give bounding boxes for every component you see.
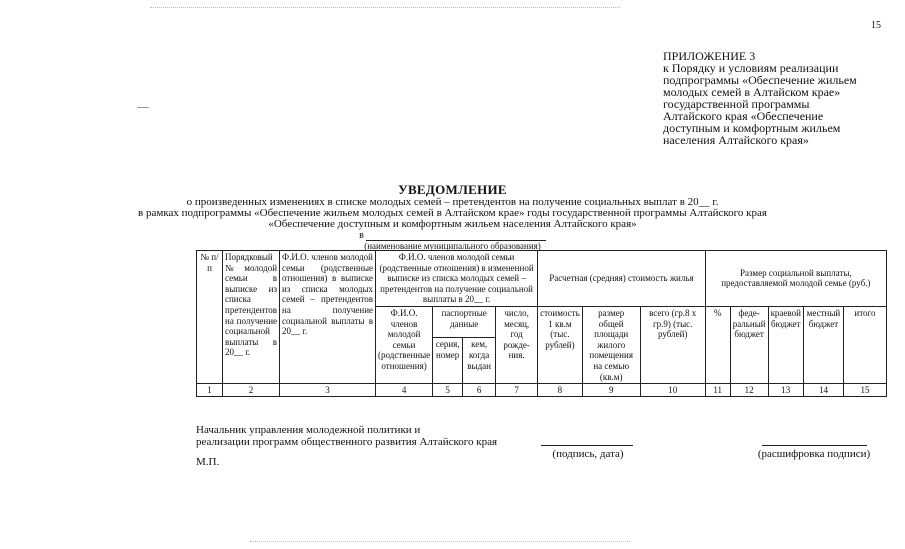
signature-label: (подпись, дата) (552, 448, 624, 460)
column-number: 7 (496, 384, 538, 397)
appendix-line: государственной программы (663, 97, 810, 111)
region-underline (366, 231, 546, 241)
column-number: 4 (376, 384, 433, 397)
column-number: 15 (843, 384, 886, 397)
appendix-block (663, 50, 895, 146)
appendix-line: населения Алтайского края» (663, 133, 809, 147)
subheader-percent: % (705, 306, 730, 383)
appendix-line: к Порядку и условиям реализации (663, 61, 839, 75)
subheader-sum: итого (843, 306, 886, 383)
subheader-total-cost: всего (гр.8 х гр.9) (тыс. рублей) (640, 306, 705, 383)
subheader-fio: Ф.И.О. членов молодой семьи (родственные отношения) (376, 306, 433, 383)
column-number: 6 (463, 384, 496, 397)
stamp-place: М.П. (196, 456, 220, 468)
appendix-line: доступным и комфортным жильем (663, 121, 841, 135)
column-number: 10 (640, 384, 705, 397)
column-number: 12 (730, 384, 768, 397)
scan-artifact (150, 7, 620, 8)
chief-title (196, 424, 497, 448)
subheader-passport: паспортные данные (433, 306, 496, 338)
subheader-federal: феде-ральный бюджет (730, 306, 768, 383)
header-cost: Расчетная (средняя) стоимость жилья (538, 251, 706, 307)
decode-line (762, 445, 867, 446)
region-prefix: в (359, 230, 364, 241)
column-number: 3 (280, 384, 376, 397)
appendix-line: подпрограммы «Обеспечение жильем (663, 73, 857, 87)
column-number: 1 (197, 384, 223, 397)
scan-artifact (250, 541, 630, 542)
subheader-local: местный бюджет (803, 306, 843, 383)
notice-title: УВЕДОМЛЕНИЕ (398, 182, 507, 197)
header-number: № п/п (197, 251, 223, 384)
region-field (0, 230, 905, 241)
chief-line: реализации программ общественного развития Алтайского края (196, 436, 498, 448)
header-order: Порядковый № молодой семьи в выписке из списка претендентов на получение социальной выплаты в 20__ г. (223, 251, 280, 384)
region-note: (наименование муниципального образования) (364, 241, 541, 251)
column-number: 2 (223, 384, 280, 397)
appendix-title: ПРИЛОЖЕНИЕ 3 (663, 49, 756, 63)
column-number: 13 (768, 384, 803, 397)
subheader-regional: краевой бюджет (768, 306, 803, 383)
scan-artifact (137, 107, 149, 108)
subheader-issued: кем, когда выдан (463, 338, 496, 384)
notice-subtitle-1: о произведенных изменениях в списке молодых семей – претендентов на получение социальных выплат в 20__ г. (186, 196, 719, 208)
decode-label: (расшифровка подписи) (757, 448, 871, 460)
header-fio: Ф.И.О. членов молодой семьи (родственные отношения) в выписке из списка молодых семей – претендентов на получение социальной выплаты в 20__ г. (280, 251, 376, 384)
notice-subtitle-2: в рамках подпрограммы «Обеспечение жильем молодых семей в Алтайском крае» годы государственной программы Алтайского края (138, 207, 767, 219)
column-numbers-row (197, 384, 887, 397)
column-number: 5 (433, 384, 463, 397)
subheader-birth-date: число, месяц, год рожде-ния. (496, 306, 538, 383)
column-number: 11 (705, 384, 730, 397)
header-payment: Размер социальной выплаты, предоставляемой молодой семье (руб.) (705, 251, 886, 307)
appendix-line: молодых семей в Алтайском крае» (663, 85, 841, 99)
notice-subtitle-3: «Обеспечение доступным и комфортным жильем населения Алтайского края» (268, 218, 637, 230)
header-changed-fio: Ф.И.О. членов молодой семьи (родственные отношения) в измененной выписке из списка молодых семей – претендентов на получение социальной выплаты в 20__ г. (376, 251, 538, 307)
column-number: 14 (803, 384, 843, 397)
appendix-line: Алтайского края «Обеспечение (663, 109, 824, 123)
page-number: 15 (871, 20, 881, 31)
column-number: 8 (538, 384, 583, 397)
chief-line: Начальник управления молодежной политики и (196, 424, 421, 436)
column-number: 9 (582, 384, 640, 397)
signature-line (541, 445, 633, 446)
subheader-area: размер общей площади жилого помещения на семью (кв.м) (582, 306, 640, 383)
changes-table (196, 250, 887, 397)
subheader-series: серия, номер (433, 338, 463, 384)
subheader-sqm-cost: стоимость 1 кв.м (тыс. рублей) (538, 306, 583, 383)
